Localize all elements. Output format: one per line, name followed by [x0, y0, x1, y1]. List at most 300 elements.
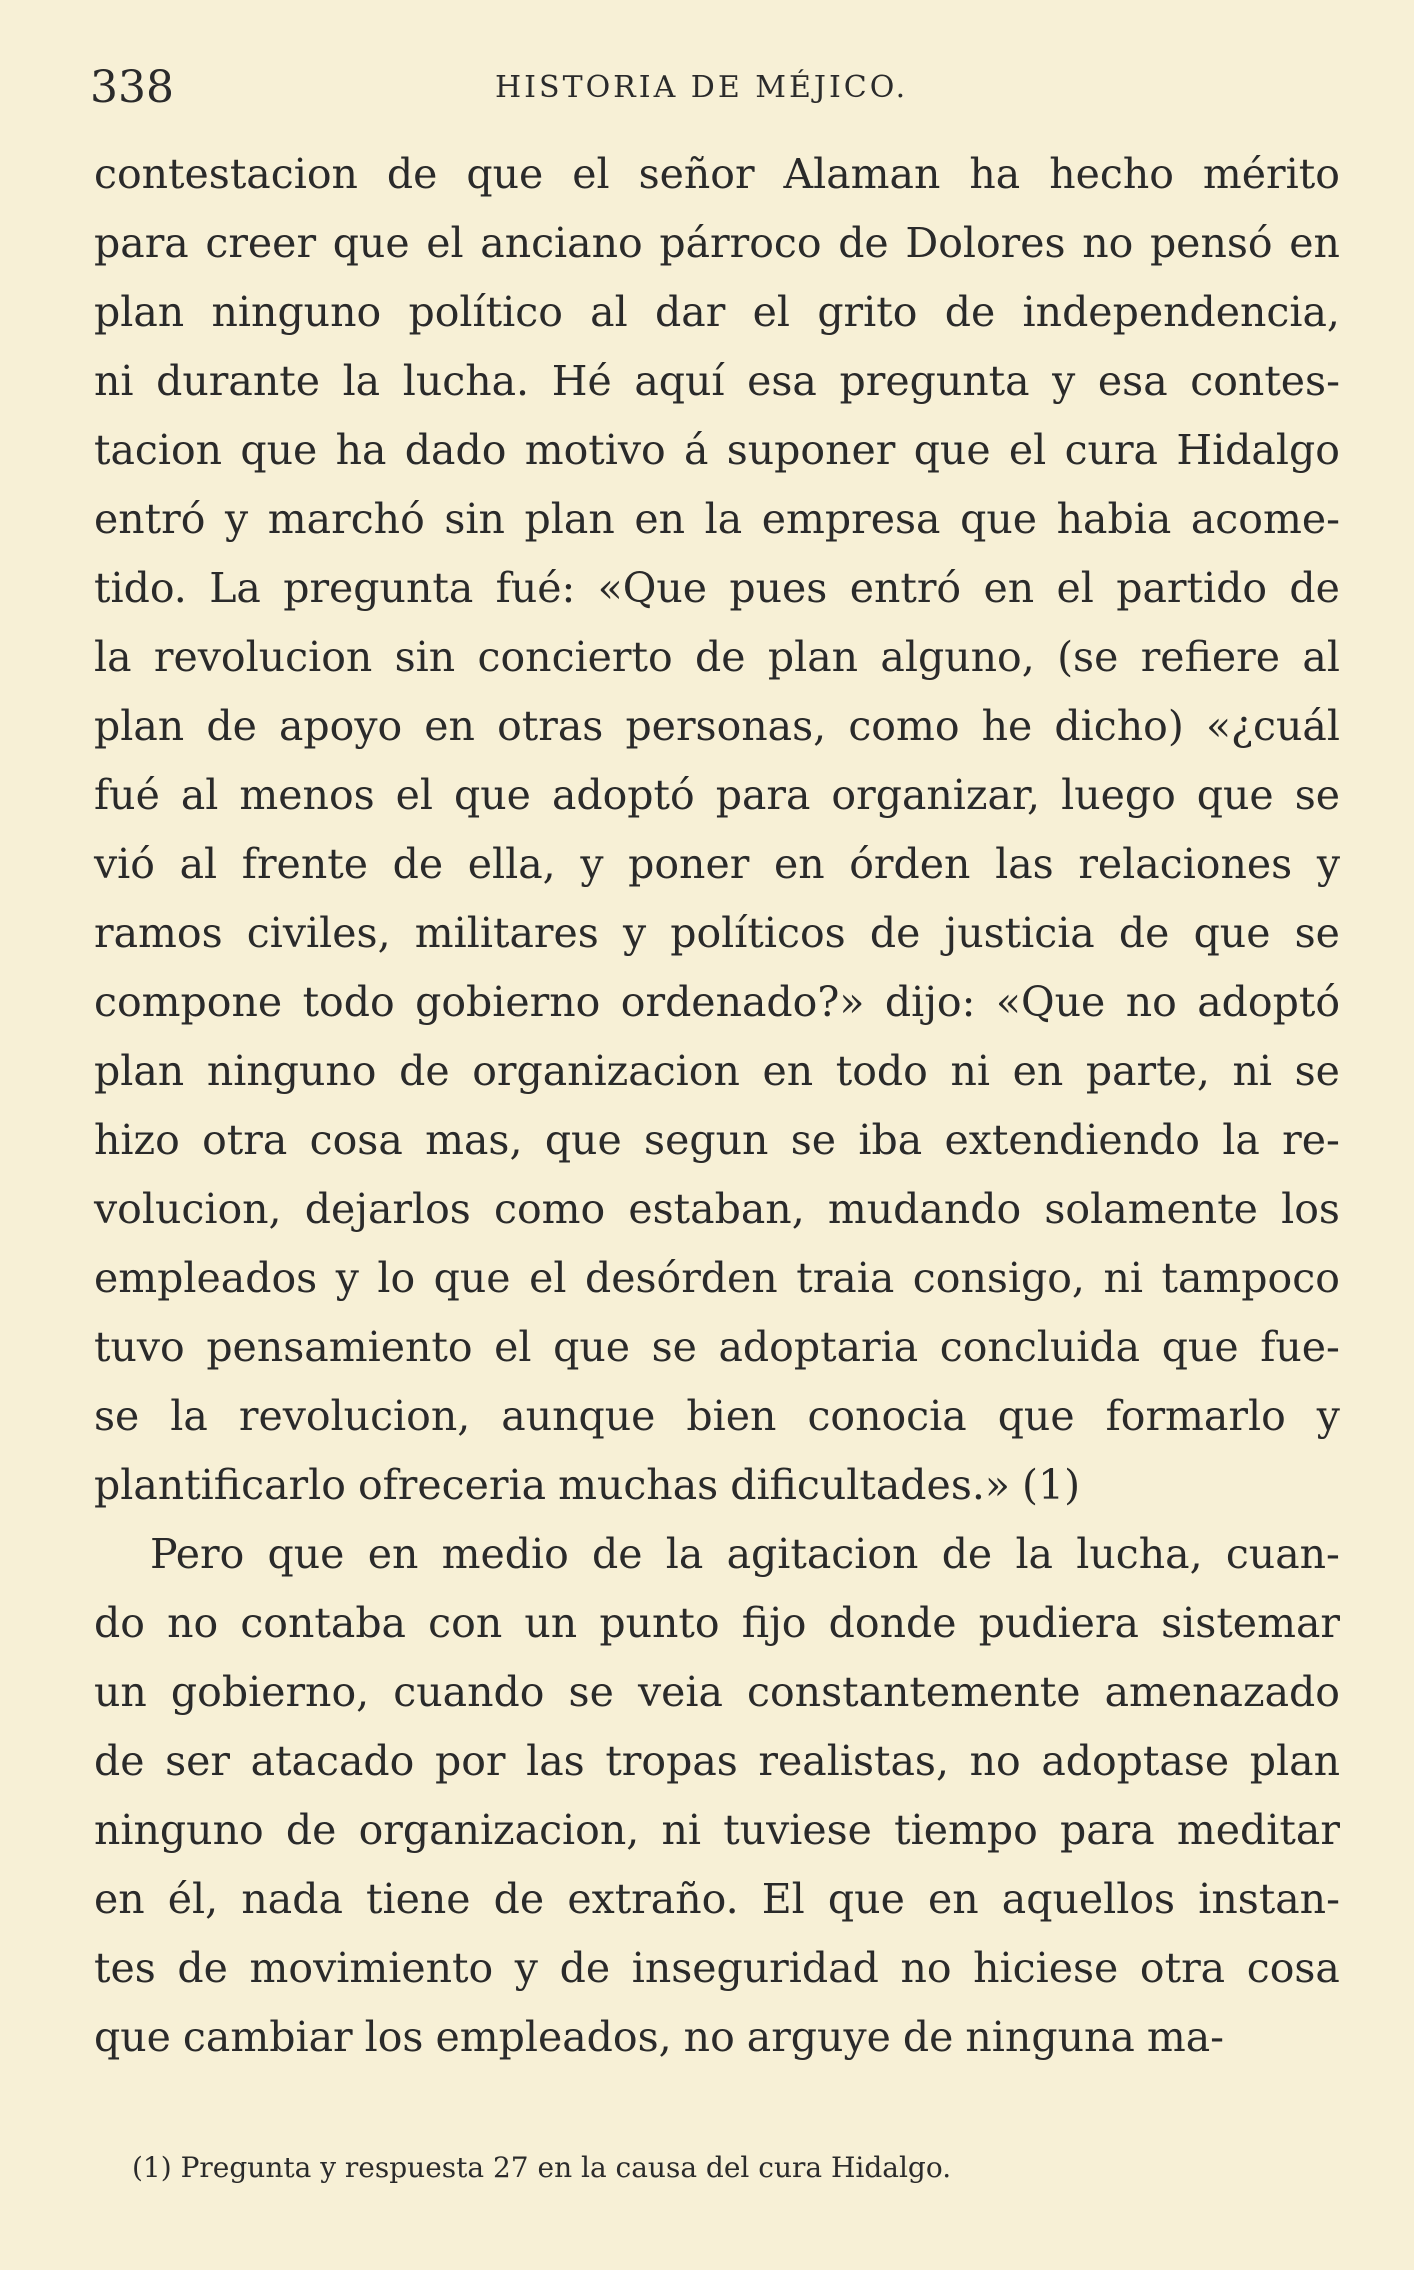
word: de: [94, 1737, 145, 1785]
word: extendiendo: [944, 1116, 1200, 1164]
word: el: [395, 771, 434, 819]
word: con: [428, 1599, 503, 1647]
word: el: [529, 1254, 567, 1302]
text-line: [94, 347, 1340, 416]
word: aquellos: [1001, 1875, 1176, 1923]
word: la: [94, 633, 132, 681]
word: ninguna: [965, 2013, 1135, 2061]
word: entró: [849, 564, 962, 612]
word: medio: [441, 1530, 569, 1578]
word: y: [514, 1944, 538, 1992]
word: tido.: [94, 564, 187, 612]
word: Hidalgo: [1176, 426, 1340, 474]
word: formarlo: [1105, 1392, 1286, 1440]
word: revolucion: [153, 633, 373, 681]
word: iba: [858, 1116, 923, 1164]
word: Alaman: [783, 150, 941, 198]
word: de: [1289, 564, 1340, 612]
word: cuando: [393, 1668, 545, 1716]
word: relaciones: [1078, 840, 1293, 888]
word: adoptó: [1197, 978, 1340, 1026]
word: atacado: [250, 1737, 415, 1785]
word: personas,: [625, 702, 827, 750]
word: «Que: [597, 564, 708, 612]
word: por: [434, 1737, 506, 1785]
word: de: [206, 702, 257, 750]
word: solamente: [1044, 1185, 1258, 1233]
word: de: [1118, 909, 1170, 957]
word: de: [392, 840, 444, 888]
word: ninguno: [94, 1806, 264, 1854]
word: ni: [950, 1047, 990, 1095]
word: concluida: [939, 1323, 1141, 1371]
word: empresa: [761, 495, 941, 543]
word: agitacion: [726, 1530, 919, 1578]
word: (se: [1057, 633, 1119, 681]
word: creer: [205, 219, 317, 267]
word: revolucion,: [238, 1392, 471, 1440]
text-line: [94, 761, 1340, 830]
word: de: [695, 633, 746, 681]
word: pensó: [1149, 219, 1273, 267]
word: durante: [156, 357, 320, 405]
word: movimiento: [249, 1944, 494, 1992]
word: no: [1125, 978, 1177, 1026]
word: grito: [817, 288, 918, 336]
word: Dolores: [905, 219, 1066, 267]
word: militares: [414, 909, 599, 957]
word: organizar,: [831, 771, 1041, 819]
text-line: [94, 1037, 1340, 1106]
word: la: [342, 357, 381, 405]
word: aunque: [501, 1392, 656, 1440]
word: ordenado?»: [620, 978, 865, 1026]
word: fué:: [495, 564, 576, 612]
word: que: [1193, 909, 1271, 957]
text-line: [94, 1865, 1340, 1934]
word: que: [240, 426, 318, 474]
word: todo: [835, 1047, 928, 1095]
word: adoptó: [551, 771, 695, 819]
word: ni: [94, 357, 134, 405]
word: la: [1015, 1530, 1053, 1578]
word: otra: [202, 1116, 288, 1164]
word: mas,: [425, 1116, 523, 1164]
word: políticos: [670, 909, 846, 957]
text-line: [94, 692, 1340, 761]
word: adoptase: [1041, 1737, 1230, 1785]
word: se: [568, 1668, 614, 1716]
word: luego: [1061, 771, 1176, 819]
word: se: [1294, 909, 1340, 957]
word: que: [454, 771, 531, 819]
word: contaba: [240, 1599, 407, 1647]
word: empleados: [94, 1254, 318, 1302]
word: habia: [1056, 495, 1172, 543]
word: extraño.: [567, 1875, 739, 1923]
word: de: [902, 2013, 954, 2061]
word: de: [944, 288, 996, 336]
word: independencia,: [1022, 288, 1340, 336]
word: Hé: [551, 357, 612, 405]
word: de: [559, 1944, 611, 1992]
word: esa: [747, 357, 817, 405]
word: de: [399, 1047, 450, 1095]
word: dicho): [1054, 702, 1184, 750]
word: pregunta: [283, 564, 474, 612]
word: para: [715, 771, 811, 819]
word: pregunta: [839, 357, 1030, 405]
word: «¿cuál: [1205, 702, 1340, 750]
word: el: [494, 1323, 532, 1371]
text-line: [94, 1589, 1340, 1658]
word: de: [177, 1944, 228, 1992]
word: no: [683, 2013, 735, 2061]
word: estaban,: [628, 1185, 805, 1233]
word: que: [997, 1392, 1075, 1440]
word: y: [1316, 840, 1340, 888]
word: órden: [849, 840, 971, 888]
word: amenazado: [1104, 1668, 1340, 1716]
word: el: [752, 288, 791, 336]
word: la: [665, 1530, 704, 1578]
word: La: [209, 564, 261, 612]
word: he: [981, 702, 1033, 750]
text-line: [94, 278, 1340, 347]
word: y: [335, 1254, 359, 1302]
text-line: [94, 1796, 1340, 1865]
word: aquí: [634, 357, 725, 405]
word: contes-: [1190, 357, 1340, 405]
word: alguno,: [880, 633, 1035, 681]
word: tiempo: [894, 1806, 1038, 1854]
word: adoptaria: [718, 1323, 919, 1371]
word: los: [364, 2013, 424, 2061]
word: inseguridad: [631, 1944, 879, 1992]
word: traia: [796, 1254, 895, 1302]
word: empleados,: [435, 2013, 672, 2061]
word: «Que: [995, 978, 1106, 1026]
word: hiciese: [973, 1944, 1119, 1992]
word: tuviese: [723, 1806, 872, 1854]
word: dejarlos: [304, 1185, 471, 1233]
word: gobierno: [415, 978, 601, 1026]
word: entró: [94, 495, 206, 543]
word: mérito: [1202, 150, 1340, 198]
text-line: [94, 899, 1340, 968]
word: el: [1008, 426, 1047, 474]
word: en: [762, 1047, 814, 1095]
word: ofreceria: [357, 1461, 547, 1509]
word: ni: [1232, 1047, 1273, 1095]
word: plan: [1249, 1737, 1340, 1785]
running-head: HISTORIA DE MÉJICO.: [495, 70, 909, 105]
word: dar: [655, 288, 726, 336]
text-line: [94, 2003, 1340, 2072]
word: plan: [94, 1047, 185, 1095]
word: dijo:: [884, 978, 976, 1026]
word: muchas: [558, 1461, 719, 1509]
word: de: [838, 219, 889, 267]
word: todo: [302, 978, 395, 1026]
word: que: [960, 495, 1038, 543]
word: plantificarlo: [94, 1461, 346, 1509]
word: poner: [628, 840, 750, 888]
word: organizacion,: [358, 1806, 640, 1854]
word: pudiera: [978, 1599, 1139, 1647]
word: dificultades.»: [730, 1461, 1010, 1509]
word: cambiar: [182, 2013, 353, 2061]
word: ella,: [467, 840, 556, 888]
word: refiere: [1140, 633, 1281, 681]
word: cura: [1064, 426, 1159, 474]
word: volucion,: [94, 1185, 282, 1233]
word: un: [524, 1599, 578, 1647]
text-line: [94, 209, 1340, 278]
word: al: [180, 771, 219, 819]
word: parte,: [1085, 1047, 1210, 1095]
word: hizo: [94, 1116, 180, 1164]
word: motivo: [524, 426, 666, 474]
word: partido: [1116, 564, 1268, 612]
word: pensamiento: [206, 1323, 473, 1371]
text-line: [94, 830, 1340, 899]
word: de: [493, 1875, 545, 1923]
word: de: [869, 909, 921, 957]
word: apoyo: [278, 702, 403, 750]
word: las: [526, 1737, 585, 1785]
text-line: [94, 1520, 1340, 1589]
word: de: [386, 150, 438, 198]
word: cosa: [309, 1116, 403, 1164]
word: ma-: [1146, 2013, 1225, 2061]
word: hecho: [1049, 150, 1174, 198]
word: que: [913, 426, 991, 474]
word: que: [332, 219, 410, 267]
word: anciano: [480, 219, 643, 267]
word: en: [1012, 1047, 1064, 1095]
word: tropas: [605, 1737, 738, 1785]
word: tiene: [366, 1875, 471, 1923]
word: y: [622, 909, 647, 957]
word: no: [167, 1599, 219, 1647]
word: tacion: [94, 426, 223, 474]
word: señor: [638, 150, 755, 198]
word: constantemente: [747, 1668, 1081, 1716]
word: meditar: [1176, 1806, 1340, 1854]
word: frente: [241, 840, 368, 888]
word: el: [572, 150, 610, 198]
word: se: [94, 1392, 140, 1440]
word: El: [761, 1875, 805, 1923]
word: plan: [94, 288, 185, 336]
word: el: [426, 219, 464, 267]
word: mudando: [827, 1185, 1022, 1233]
word: ni: [661, 1806, 702, 1854]
text-line: [94, 1106, 1340, 1175]
word: veia: [637, 1668, 723, 1716]
word: la: [1222, 1116, 1260, 1164]
word: fue-: [1260, 1323, 1340, 1371]
word: organizacion: [472, 1047, 740, 1095]
word: arguye: [746, 2013, 891, 2061]
word: de: [941, 1530, 993, 1578]
text-line: [94, 140, 1340, 209]
word: para: [1059, 1806, 1155, 1854]
word: conocia: [807, 1392, 967, 1440]
word: ninguno: [211, 288, 382, 336]
word: pues: [729, 564, 828, 612]
word: se: [1294, 1047, 1340, 1095]
word: en: [367, 1530, 419, 1578]
word: en: [983, 564, 1035, 612]
footnote: (1) Pregunta y respuesta 27 en la causa del cura Hidalgo.: [132, 2151, 952, 2184]
word: y: [580, 840, 604, 888]
word: ni: [1103, 1254, 1143, 1302]
word: otra: [1139, 1944, 1226, 1992]
word: justicia: [944, 909, 1095, 957]
word: en: [424, 702, 475, 750]
word: á: [683, 426, 709, 474]
word: desórden: [584, 1254, 778, 1302]
word: realistas,: [758, 1737, 949, 1785]
word: ha: [335, 426, 387, 474]
word: político: [408, 288, 563, 336]
word: ser: [165, 1737, 231, 1785]
word: en: [1289, 219, 1340, 267]
page-number: 338: [90, 62, 174, 113]
word: y: [1052, 357, 1076, 405]
word: que: [1196, 771, 1274, 819]
word: suponer: [726, 426, 896, 474]
text-line: [94, 1175, 1340, 1244]
word: compone: [94, 978, 283, 1026]
word: contestacion: [94, 150, 358, 198]
word: gobierno,: [170, 1668, 370, 1716]
word: párroco: [659, 219, 822, 267]
text-line: [94, 1313, 1340, 1382]
word: fijo: [741, 1599, 807, 1647]
word: concierto: [477, 633, 673, 681]
word: menos: [239, 771, 375, 819]
word: al: [1302, 633, 1340, 681]
word: que: [466, 150, 544, 198]
word: al: [590, 288, 628, 336]
text-line: [94, 1451, 1340, 1520]
text-line: [94, 1727, 1340, 1796]
word: re-: [1282, 1116, 1340, 1164]
word: de: [592, 1530, 643, 1578]
word: que: [544, 1116, 622, 1164]
word: la: [170, 1392, 208, 1440]
word: vió: [94, 840, 155, 888]
word: lo: [377, 1254, 416, 1302]
word: en: [634, 495, 686, 543]
word: do: [94, 1599, 145, 1647]
text-line: [94, 968, 1340, 1037]
word: consigo,: [912, 1254, 1085, 1302]
word: esa: [1097, 357, 1168, 405]
text-line: [94, 1382, 1340, 1451]
word: dado: [404, 426, 507, 474]
word: que: [433, 1254, 511, 1302]
body-text: [94, 140, 1340, 2072]
text-line: [94, 1934, 1340, 2003]
text-line: [94, 1244, 1340, 1313]
word: instan-: [1198, 1875, 1340, 1923]
word: ramos: [94, 909, 223, 957]
word: que: [553, 1323, 631, 1371]
word: ha: [969, 150, 1021, 198]
word: lucha,: [1076, 1530, 1203, 1578]
text-line: [94, 623, 1340, 692]
word: que: [267, 1530, 345, 1578]
word: al: [179, 840, 218, 888]
word: como: [848, 702, 960, 750]
word: el: [1056, 564, 1094, 612]
word: fué: [94, 771, 160, 819]
word: marchó: [267, 495, 425, 543]
word: Pero: [150, 1530, 245, 1578]
word: tuvo: [94, 1323, 185, 1371]
word: que: [94, 2013, 171, 2061]
word: nada: [241, 1875, 343, 1923]
word: sistemar: [1161, 1599, 1340, 1647]
word: plan: [94, 702, 185, 750]
word: plan: [767, 633, 859, 681]
text-line: [94, 554, 1340, 623]
text-line: [94, 1658, 1340, 1727]
word: en: [773, 840, 825, 888]
word: las: [995, 840, 1054, 888]
word: no: [969, 1737, 1021, 1785]
word: en: [927, 1875, 979, 1923]
word: de: [285, 1806, 337, 1854]
word: civiles,: [246, 909, 391, 957]
word: como: [494, 1185, 606, 1233]
word: ninguno: [206, 1047, 377, 1095]
word: donde: [828, 1599, 957, 1647]
word: punto: [599, 1599, 720, 1647]
word: se: [1294, 771, 1340, 819]
text-line: [94, 416, 1340, 485]
word: segun: [644, 1116, 769, 1164]
word: los: [1281, 1185, 1340, 1233]
word: que: [1161, 1323, 1239, 1371]
word: en: [94, 1875, 145, 1923]
page-header: [90, 58, 1344, 118]
word: otras: [497, 702, 604, 750]
word: y: [1316, 1392, 1340, 1440]
word: no: [1082, 219, 1134, 267]
word: para: [94, 219, 189, 267]
word: se: [651, 1323, 697, 1371]
word: y: [225, 495, 249, 543]
word: él,: [167, 1875, 219, 1923]
word: sin: [444, 495, 505, 543]
word: (1): [1021, 1461, 1081, 1509]
text-line: [94, 485, 1340, 554]
word: plan: [524, 495, 615, 543]
word: lucha.: [402, 357, 530, 405]
word: bien: [686, 1392, 777, 1440]
word: no: [900, 1944, 952, 1992]
word: la: [704, 495, 743, 543]
word: cuan-: [1225, 1530, 1340, 1578]
word: sin: [394, 633, 456, 681]
word: tampoco: [1161, 1254, 1340, 1302]
word: cosa: [1246, 1944, 1340, 1992]
